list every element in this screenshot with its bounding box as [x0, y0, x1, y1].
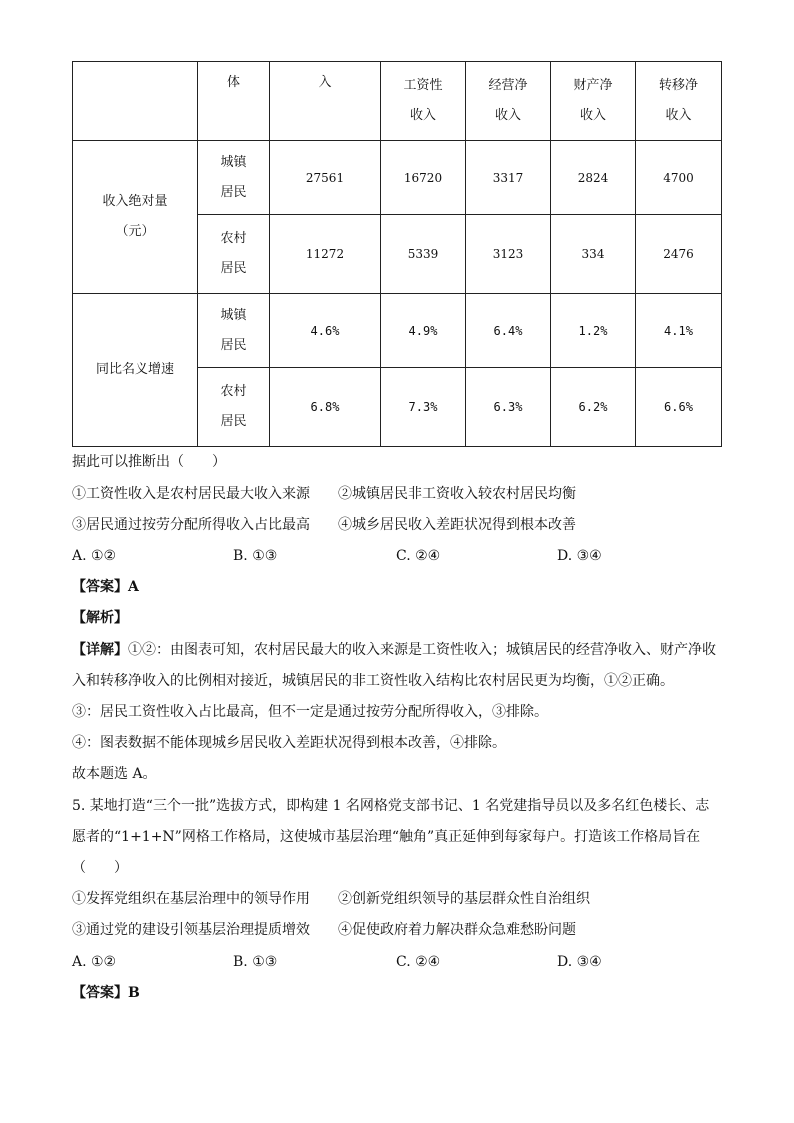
table-corner-cell	[73, 62, 198, 141]
table-cell: 3317	[466, 141, 551, 215]
table-cell: 5339	[381, 215, 466, 294]
q4-analysis-heading: 【解析】	[72, 610, 128, 626]
table-header-row	[73, 62, 722, 141]
group-label-cell: 同比名义增速	[73, 294, 198, 447]
table-cell: 7.3%	[381, 368, 466, 447]
q5-statement-2: ②创新党组织领导的基层群众性自治组织	[338, 891, 590, 907]
q5-stem-line-3: （ ）	[72, 860, 128, 876]
table-cell: 27561	[270, 141, 381, 215]
table-cell: 11272	[270, 215, 381, 294]
table-cell: 6.6%	[636, 368, 722, 447]
table-cell: 6.4%	[466, 294, 551, 368]
table-cell: 6.2%	[551, 368, 636, 447]
table-row	[73, 294, 722, 368]
header-cell: 入	[270, 62, 381, 141]
q4-statement-1: ①工资性收入是农村居民最大收入来源	[72, 486, 310, 502]
q4-option-d: D. ③④	[557, 548, 602, 564]
q4-statement-4: ④城乡居民收入差距状况得到根本改善	[338, 517, 576, 533]
table-cell: 16720	[381, 141, 466, 215]
table-row	[73, 141, 722, 215]
q4-detail-line-4: ④：图表数据不能体现城乡居民收入差距状况得到根本改善，④排除。	[72, 735, 506, 751]
q5-stem-line-2: 愿者的“1+1+N”网格工作格局，这使城市基层治理“触角”真正延伸到每家每户。打造该工作格局旨在	[72, 829, 701, 845]
detail-text: ①②：由图表可知，农村居民最大的收入来源是工资性收入；城镇居民的经营净收入、财产净收	[128, 642, 716, 658]
q4-detail-line-2: 入和转移净收入的比例相对接近，城镇居民的非工资性收入结构比农村居民更为均衡，①②正确。	[72, 673, 674, 689]
q4-stem: 据此可以推断出（ ）	[72, 454, 226, 470]
q4-detail-line-3: ③：居民工资性收入占比最高，但不一定是通过按劳分配所得收入，③排除。	[72, 704, 548, 720]
table-cell: 2824	[551, 141, 636, 215]
header-cell: 转移净收入	[636, 62, 722, 141]
detail-tag: 【详解】	[72, 642, 128, 658]
q5-statement-3: ③通过党的建设引领基层治理提质增效	[72, 922, 310, 938]
row-type-cell: 城镇居民	[198, 294, 270, 368]
table-cell: 6.3%	[466, 368, 551, 447]
q4-answer: 【答案】A	[72, 579, 139, 595]
q4-option-c: C. ②④	[396, 548, 441, 564]
q5-statement-1: ①发挥党组织在基层治理中的领导作用	[72, 891, 310, 907]
q4-statement-2: ②城镇居民非工资收入较农村居民均衡	[338, 486, 576, 502]
header-cell: 工资性收入	[381, 62, 466, 141]
table-cell: 4.1%	[636, 294, 722, 368]
q4-detail-line-1	[72, 640, 716, 660]
q4-statement-3: ③居民通过按劳分配所得收入占比最高	[72, 517, 310, 533]
table-cell: 6.8%	[270, 368, 381, 447]
q5-answer: 【答案】B	[72, 985, 140, 1001]
q5-stem-line-1: 5. 某地打造“三个一批”选拔方式，即构建 1 名网格党支部书记、1 名党建指导员以及多名红色楼长、志	[72, 798, 710, 814]
header-cell: 经营净收入	[466, 62, 551, 141]
table-cell: 4700	[636, 141, 722, 215]
table-cell: 2476	[636, 215, 722, 294]
row-type-cell: 城镇居民	[198, 141, 270, 215]
q4-option-b: B. ①③	[233, 548, 278, 564]
q4-option-a: A. ①②	[72, 548, 117, 564]
header-cell: 财产净收入	[551, 62, 636, 141]
q5-option-c: C. ②④	[396, 954, 441, 970]
table-cell: 1.2%	[551, 294, 636, 368]
table-cell: 4.9%	[381, 294, 466, 368]
q5-option-d: D. ③④	[557, 954, 602, 970]
table-cell: 334	[551, 215, 636, 294]
q4-conclusion: 故本题选 A。	[72, 766, 157, 782]
q5-option-a: A. ①②	[72, 954, 117, 970]
table-cell: 4.6%	[270, 294, 381, 368]
q5-statement-4: ④促使政府着力解决群众急难愁盼问题	[338, 922, 576, 938]
q5-option-b: B. ①③	[233, 954, 278, 970]
income-table	[72, 61, 722, 447]
table-cell: 3123	[466, 215, 551, 294]
row-type-cell: 农村居民	[198, 368, 270, 447]
header-cell: 体	[198, 62, 270, 141]
row-type-cell: 农村居民	[198, 215, 270, 294]
group-label-cell: 收入绝对量（元）	[73, 141, 198, 294]
